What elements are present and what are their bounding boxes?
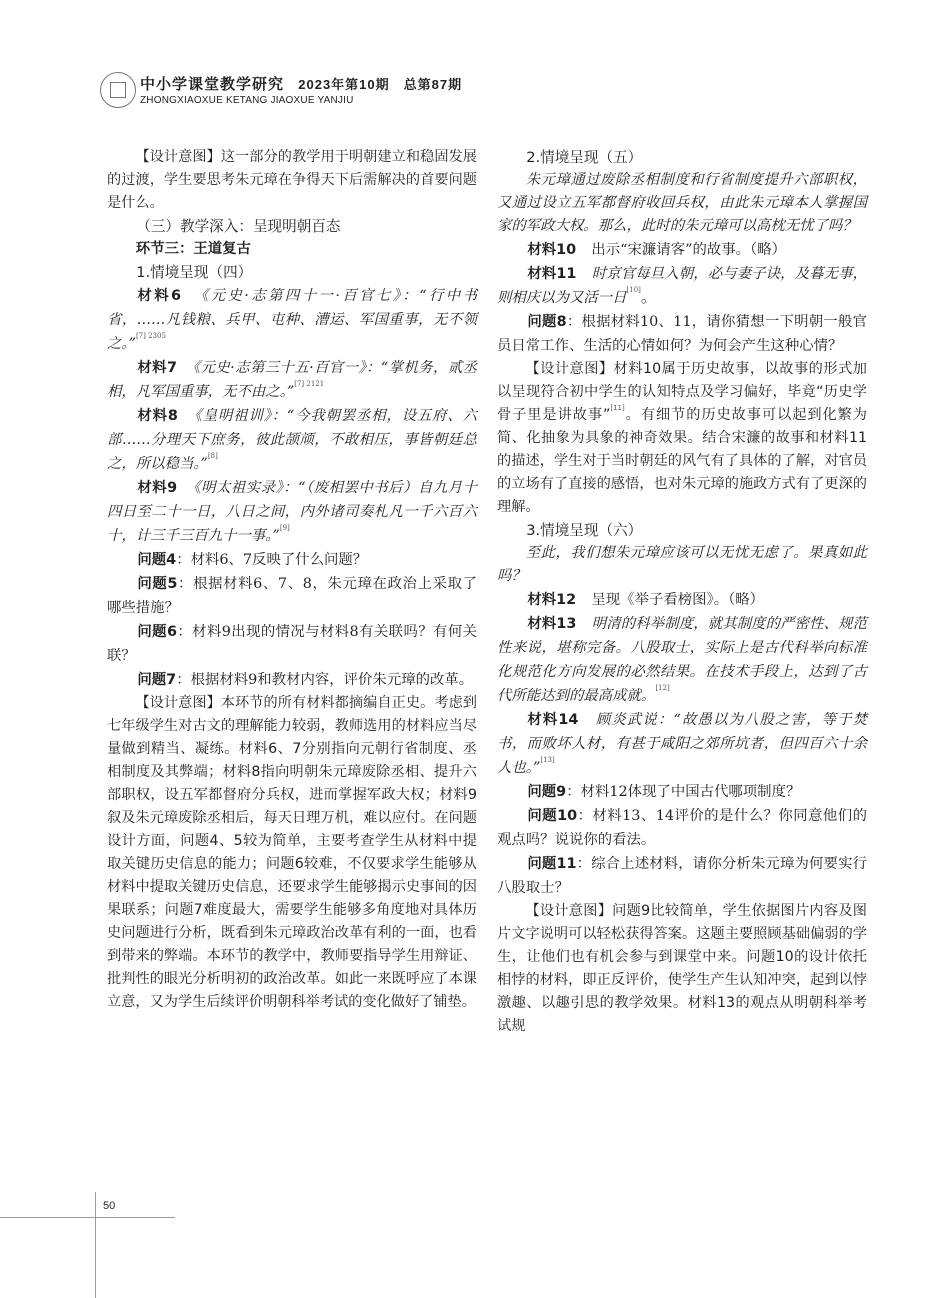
question-text: ：根据材料10、11，请你猜想一下明朝一般官员日常工作、生活的心情如何？为何会产生这种心情？: [497, 314, 867, 354]
design-text: 。有细节的历史故事可以起到化繁为简、化抽象为具象的神奇效果。结合宋濂的故事和材料11的描述，学生对于当时朝廷的风气有了具体的了解，对官员的立场有了直接的感悟，也对朱元璋的施政方式有了更深的理解。: [497, 407, 867, 515]
link-heading-3: 环节三：王道复古: [135, 241, 251, 257]
question-label: 问题4: [137, 552, 177, 568]
question-label: 问题5: [137, 576, 178, 592]
question-label: 问题7: [137, 672, 177, 688]
material-label: 材料12: [527, 592, 577, 608]
question-label: 问题8: [527, 314, 567, 330]
citation: [7] 2305: [135, 332, 166, 340]
journal-logo-icon: [100, 72, 136, 108]
question-label: 问题11: [527, 856, 577, 872]
question-text: ：材料13、14评价的是什么？你同意他们的观点吗？说说你的看法。: [497, 808, 867, 848]
material-13: [497, 612, 867, 708]
question-5: [107, 572, 477, 620]
citation: [9]: [279, 524, 290, 532]
material-text: 时京官每旦入朝，必与妻子诀，及暮无事，则相庆以为又活一日: [497, 266, 867, 306]
page-number: 50: [103, 1200, 116, 1212]
material-label: 材料9: [137, 480, 178, 496]
citation: [13]: [540, 756, 555, 764]
question-9: [497, 780, 867, 804]
journal-header: [100, 70, 520, 110]
journal-name: 中小学课堂教学研究: [140, 75, 285, 93]
material-label: 材料6: [137, 288, 182, 304]
citation: [12]: [655, 684, 670, 692]
material-14: [497, 708, 867, 780]
footer-rule: [0, 1217, 175, 1218]
material-end: 。: [640, 288, 657, 306]
material-text: 《明太祖实录》：“（废相罢中书后）自九月十四日至二十一日，八日之间，内外诸司奏札凡一千六百六十，计三千三百九十一事。”: [107, 480, 478, 544]
question-text: ：综合上述材料，请你分析朱元璋为何要实行八股取士？: [497, 856, 867, 896]
material-text: 《元史·志第三十五·百官一》：“掌机务，贰丞相，凡军国重事，无不由之。”: [107, 360, 478, 400]
scenario-heading-5: 2.情境呈现（五）: [526, 149, 643, 166]
citation: [11]: [610, 404, 625, 412]
design-intent-3: [497, 358, 867, 519]
question-11: [497, 852, 867, 900]
citation: [8]: [207, 452, 218, 460]
material-6: [107, 284, 477, 356]
design-intent-4: 【设计意图】问题9比较简单，学生依据图片内容及图片文字说明可以轻松获得答案。这题主要照顾基础偏弱的学生，让他们也有机会参与到课堂中来。问题10的设计依托相悖的材料，即正反评价，使学生产生认知冲突，起到以悖激趣、以趣引思的教学效果。材料13的观点从明朝科举考试规: [497, 903, 867, 1034]
question-6: [107, 620, 477, 668]
material-label: 材料10: [527, 242, 577, 258]
footer-divider: [95, 1192, 96, 1298]
issue-info: 2023年第10期 总第87期: [298, 77, 463, 92]
material-label: 材料13: [527, 616, 577, 632]
material-text: 《元史·志第四十一·百官七》：“行中书省，……凡钱粮、兵甲、屯种、漕运、军国重事，无不领之。”: [107, 288, 478, 352]
material-8: [107, 404, 477, 476]
journal-title-line: [140, 73, 462, 94]
question-7: [107, 668, 477, 692]
material-text: 呈现《举子看榜图》。（略）: [591, 592, 765, 608]
right-column: [497, 146, 867, 1038]
question-label: 问题10: [527, 808, 578, 824]
material-text: 顾炎武说：“故愚以为八股之害，等于焚书，而败坏人材，有甚于咸阳之郊所坑者，但四百六十余人也。”: [497, 712, 868, 776]
scenario-text-6: 至此，我们想朱元璋应该可以无忧无虑了。果真如此吗？: [497, 545, 867, 584]
scenario-heading-4: 1.情境呈现（四）: [136, 264, 253, 281]
material-10: [497, 238, 867, 262]
question-text: ：材料9出现的情况与材料8有关联吗？有何关联？: [107, 624, 477, 664]
journal-pinyin: ZHONGXIAOXUE KETANG JIAOXUE YANJIU: [140, 95, 354, 106]
citation: [7] 2121: [294, 380, 325, 388]
question-10: [497, 804, 867, 852]
design-intent-1: 【设计意图】这一部分的教学用于明朝建立和稳固发展的过渡，学生要思考朱元璋在争得天下后需解决的首要问题是什么。: [107, 149, 477, 211]
question-label: 问题9: [527, 784, 567, 800]
material-label: 材料8: [137, 408, 178, 424]
scenario-text-5: 朱元璋通过废除丞相制度和行省制度提升六部职权，又通过设立五军都督府收回兵权，由此朱元璋本人掌握国家的军政大权。那么，此时的朱元璋可以高枕无忧了吗？: [497, 172, 867, 234]
material-text: 明清的科举制度，就其制度的严密性、规范性来说，堪称完备。八股取士，实际上是古代科举向标准化规范化方向发展的必然结果。在技术手段上，达到了古代所能达到的最高成就。: [497, 616, 867, 704]
scenario-heading-6: 3.情境呈现（六）: [526, 522, 643, 539]
citation: [10]: [626, 286, 641, 294]
question-8: [497, 310, 867, 358]
material-9: [107, 476, 477, 548]
left-column: [107, 146, 477, 1014]
material-label: 材料14: [527, 712, 579, 728]
material-11: [497, 262, 867, 310]
material-text: 出示“宋濂请客”的故事。（略）: [591, 242, 786, 258]
question-text: ：材料6、7反映了什么问题？: [176, 552, 368, 568]
material-7: [107, 356, 477, 404]
section-heading-3: （三）教学深入：呈现明朝百态: [136, 218, 341, 235]
material-text: 《皇明祖训》：“今我朝罢丞相，设五府、六部……分理天下庶务，彼此颉颃，不敢相压，事皆朝廷总之，所以稳当。”: [107, 408, 478, 472]
material-12: [497, 588, 867, 612]
question-text: ：材料12体现了中国古代哪项制度？: [566, 784, 801, 800]
design-intent-2: 【设计意图】本环节的所有材料都摘编自正史。考虑到七年级学生对古文的理解能力较弱，教师选用的材料应当尽量做到精当、凝练。材料6、7分别指向元朝行省制度、丞相制度及其弊端；材料8指向明朝朱元璋废除丞相、提升六部职权，设五军都督府分兵权，进而掌握军政大权；材料9叙及朱元璋废除丞相后，每天日理万机，难以应付。在问题设计方面，问题4、5较为简单，主要考查学生从材料中提取关键历史信息的能力；问题6较难，不仅要求学生能够从材料中提取关键历史信息，还要求学生能够揭示史事间的因果联系；问题7难度最大，需要学生能够多角度地对具体历史问题进行分析，既看到朱元璋政治改革有利的一面，也看到带来的弊端。本环节的教学中，教师要指导学生用辩证、批判性的眼光分析明初的政治改革。如此一来既呼应了本课立意，又为学生后续评价明朝科举考试的变化做好了铺垫。: [107, 695, 477, 1010]
material-label: 材料11: [527, 266, 577, 282]
question-label: 问题6: [137, 624, 177, 640]
design-text: 【设计意图】材料10属于历史故事，以故事的形式加以呈现符合初中学生的认知特点及学习偏好，毕竟“历史学骨子里是讲故事”: [497, 361, 867, 423]
question-text: ：根据材料9和教材内容，评价朱元璋的改革。: [176, 672, 474, 688]
question-text: ：根据材料6、7、8，朱元璋在政治上采取了哪些措施？: [107, 576, 478, 616]
material-label: 材料7: [137, 360, 177, 376]
question-4: [107, 548, 477, 572]
